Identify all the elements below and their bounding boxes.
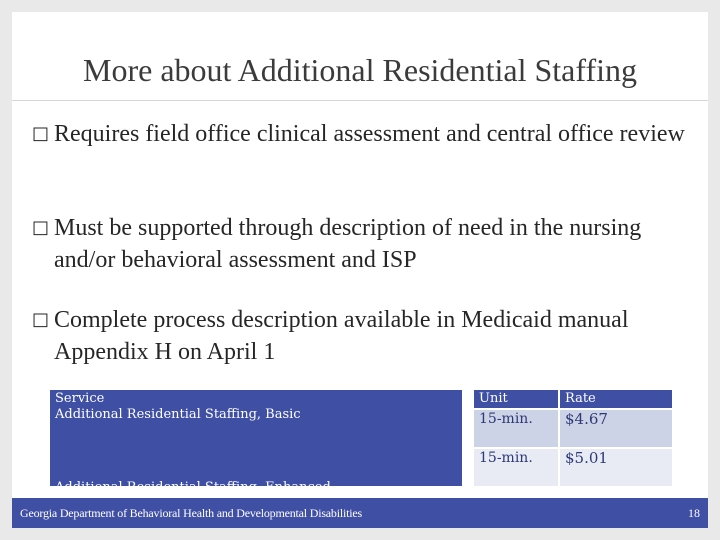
service-row-basic: Additional Residential Staffing, Basic [55,407,301,422]
bullet-item [32,118,704,150]
rate-table [50,390,672,495]
rate-cell-enhanced: $5.01 [560,449,672,486]
checkbox-bullet-icon: □ [32,123,50,144]
unit-cell-basic: 15-min. [474,410,558,447]
bullet-item [32,304,704,368]
bullet-text: Requires field office clinical assessment and central office review [54,121,685,147]
service-row-enhanced: Additional Residential Staffing, Enhanced [55,480,331,495]
unit-cell-enhanced: 15-min. [474,449,558,486]
bullet-text: Complete process description available in Medicaid manual Appendix H on April 1 [54,307,629,365]
slide [12,12,708,528]
title-divider [12,100,708,101]
rate-header: Rate [560,390,672,408]
page-number: 18 [688,506,700,520]
unit-header: Unit [474,390,558,408]
footer-organization: Georgia Department of Behavioral Health and Developmental Disabilities [20,506,362,520]
rate-cell-basic: $4.67 [560,410,672,447]
bullet-item [32,212,704,276]
checkbox-bullet-icon: □ [32,309,50,330]
footer-bar [12,498,708,528]
service-column [50,390,462,495]
checkbox-bullet-icon: □ [32,217,50,238]
service-header: Service [55,391,105,406]
slide-title: More about Additional Residential Staffing [83,52,637,88]
bullet-text: Must be supported through description of need in the nursing and/or behavioral assessment and ISP [54,215,642,273]
